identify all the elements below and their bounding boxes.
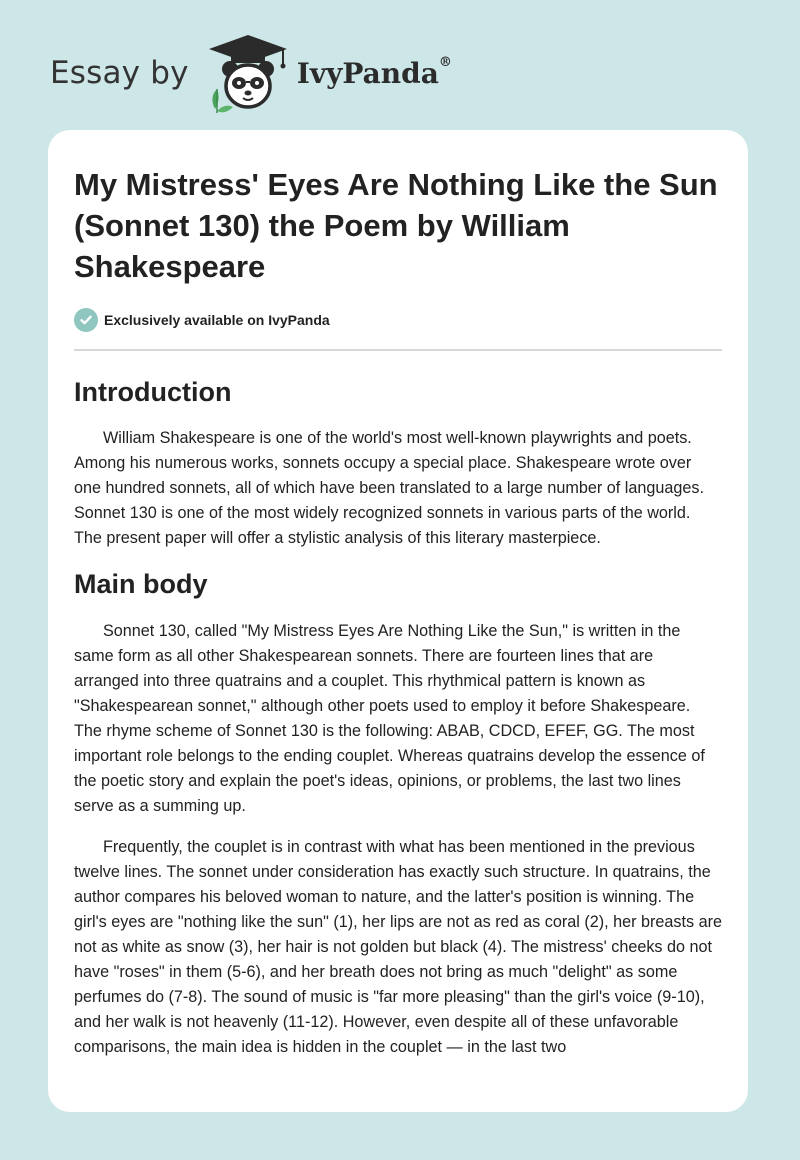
- panda-graduate-logo-icon[interactable]: [203, 31, 293, 115]
- article-title: My Mistress' Eyes Are Nothing Like the Sun (Sonnet 130) the Poem by William Shakespeare: [74, 167, 718, 284]
- site-header: [50, 28, 452, 118]
- section-heading-main-body: Main body: [74, 569, 208, 599]
- check-circle-icon: [74, 308, 98, 332]
- brand-name[interactable]: IvyPanda®: [296, 54, 452, 90]
- article-card: [48, 130, 748, 1112]
- exclusive-badge: [74, 307, 722, 333]
- registered-mark: ®: [438, 54, 452, 70]
- divider: [74, 349, 722, 351]
- badge-text: Exclusively available on IvyPanda: [104, 312, 330, 328]
- section-heading-introduction: Introduction: [74, 377, 232, 407]
- essay-by-label: Essay by: [50, 55, 189, 91]
- paragraph: William Shakespeare is one of the world's most well-known playwrights and poets. Among his numerous works, sonnets occupy a special place. Shakespeare wrote over one hundred sonnets, all of which have been translated to a large number of languages. Sonnet 130 is one of the most widely recognized sonnets in various parts of the world. The present paper will offer a stylistic analysis of this literary masterpiece.: [74, 429, 704, 547]
- paragraph: Sonnet 130, called "My Mistress Eyes Are Nothing Like the Sun," is written in the same form as all other Shakespearean sonnets. There are fourteen lines that are arranged into three quatrains and a couplet. This rhythmical pattern is known as "Shakespearean sonnet," although other poets used to employ it before Shakespeare. The rhyme scheme of Sonnet 130 is the following: ABAB, CDCD, EFEF, GG. The most important role belongs to the ending couplet. Whereas quatrains develop the essence of the poetic story and explain the poet's ideas, opinions, or problems, the last two lines serve as a summing up.: [74, 622, 705, 815]
- paragraph: Frequently, the couplet is in contrast with what has been mentioned in the previous twelve lines. The sonnet under consideration has exactly such structure. In quatrains, the author compares his beloved woman to nature, and the latter's position is winning. The girl's eyes are "nothing like the sun" (1), her lips are not as red as coral (2), her breasts are not as white as snow (3), her hair is not golden but black (4). The mistress' cheeks do not have "roses" in them (5-6), and her breath does not bring as much "delight" as some perfumes do (7-8). The sound of music is "far more pleasing" than the girl's voice (9-10), and her walk is not heavenly (11-12). However, even despite all of these unfavorable comparisons, the main idea is hidden in the couplet — in the last two: [74, 838, 722, 1056]
